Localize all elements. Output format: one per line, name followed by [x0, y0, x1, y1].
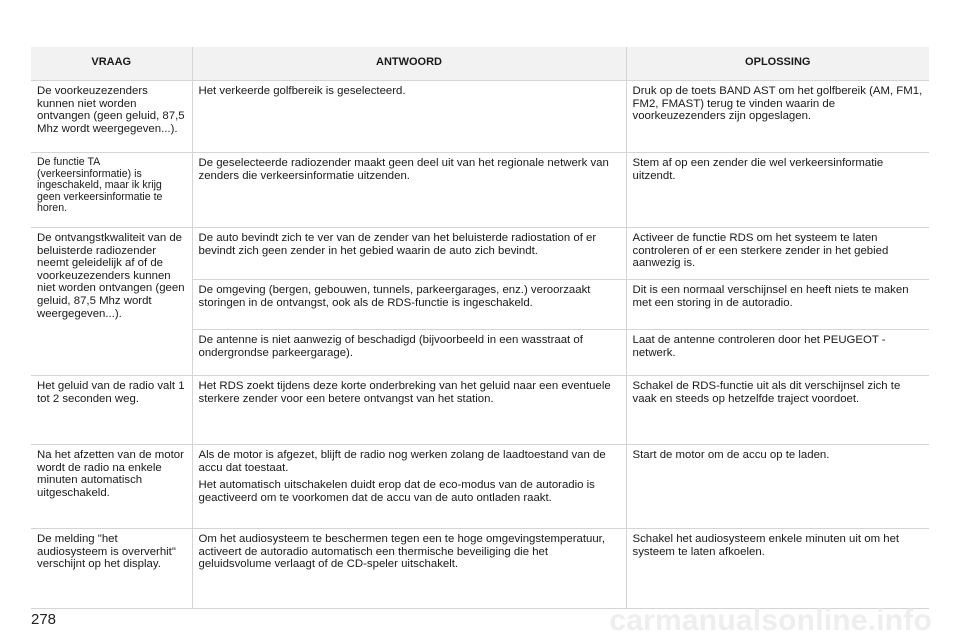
question-cell: De functie TA (verkeersinformatie) is ingeschakeld, maar ik krijg geen verkeersinformatie te horen.: [31, 153, 192, 228]
table-row: [31, 376, 929, 445]
question-cell: Na het afzetten van de motor wordt de radio na enkele minuten automatisch uitgeschakeld.: [31, 445, 192, 529]
question-cell: De voorkeuzezenders kunnen niet worden ontvangen (geen geluid, 87,5 Mhz wordt weergegeven...).: [31, 81, 192, 153]
answer-cell: De geselecteerde radiozender maakt geen deel uit van het regionale netwerk van zenders die verkeersinformatie uitzenden.: [192, 153, 626, 228]
table-row: [31, 153, 929, 228]
answer-paragraph: Als de motor is afgezet, blijft de radio nog werken zolang de laadtoestand van de accu dat toestaat.: [198, 449, 606, 474]
answer-cell: De omgeving (bergen, gebouwen, tunnels, parkeergarages, enz.) veroorzaakt storingen in de ontvangst, ook als de RDS-functie is ingeschakeld.: [192, 280, 626, 330]
page-number: 278: [31, 611, 57, 628]
answer-cell: De auto bevindt zich te ver van de zender van het beluisterde radiostation of er bevindt zich geen zender in het gebied waarin de auto zich bevindt.: [192, 228, 626, 280]
table-row: [31, 81, 929, 153]
solution-cell: Activeer de functie RDS om het systeem te laten controleren of er een sterkere zender in het gebied aanwezig is.: [626, 228, 929, 280]
solution-cell: Schakel de RDS-functie uit als dit verschijnsel zich te vaak en steeds op hetzelfde traject voordoet.: [626, 376, 929, 445]
table-row: [31, 228, 929, 280]
header-answer: ANTWOORD: [192, 47, 626, 81]
table-row: [31, 445, 929, 529]
answer-cell: Het verkeerde golfbereik is geselecteerd.: [192, 81, 626, 153]
header-question: VRAAG: [31, 47, 192, 81]
answer-cell: De antenne is niet aanwezig of beschadigd (bijvoorbeeld in een wasstraat of ondergrondse parkeergarage).: [192, 330, 626, 376]
solution-cell: Schakel het audiosysteem enkele minuten uit om het systeem te laten afkoelen.: [626, 529, 929, 609]
question-cell: De melding "het audiosysteem is oververhit" verschijnt op het display.: [31, 529, 192, 609]
answer-paragraph: Het automatisch uitschakelen duidt erop dat de eco-modus van de autoradio is geactiveerd om te voorkomen dat de accu van de auto ontladen raakt.: [198, 479, 595, 504]
question-cell: De ontvangstkwaliteit van de beluisterde radiozender neemt geleidelijk af of de voorkeuzezenders kunnen niet worden ontvangen (geen geluid, 87,5 Mhz wordt weergegeven...).: [31, 228, 192, 376]
answer-cell: [192, 445, 626, 529]
question-cell: Het geluid van de radio valt 1 tot 2 seconden weg.: [31, 376, 192, 445]
header-solution: OPLOSSING: [626, 47, 929, 81]
solution-cell: Dit is een normaal verschijnsel en heeft niets te maken met een storing in de autoradio.: [626, 280, 929, 330]
answer-cell: Om het audiosysteem te beschermen tegen een te hoge omgevingstemperatuur, activeert de autoradio automatisch een thermische beveiliging die het geluidsvolume verlaagt of de CD-speler uitschakelt.: [192, 529, 626, 609]
table-row: [31, 529, 929, 609]
faq-table: [31, 47, 929, 609]
solution-cell: Stem af op een zender die wel verkeersinformatie uitzendt.: [626, 153, 929, 228]
solution-cell: Laat de antenne controleren door het PEUGEOT - netwerk.: [626, 330, 929, 376]
answer-cell: Het RDS zoekt tijdens deze korte onderbreking van het geluid naar een eventuele sterkere zender voor een betere ontvangst van het station.: [192, 376, 626, 445]
watermark: carmanualsonline.info: [609, 604, 932, 637]
table-header-row: [31, 47, 929, 81]
solution-cell: Druk op de toets BAND AST om het golfbereik (AM, FM1, FM2, FMAST) terug te vinden waarin de voorkeuzezenders zijn opgeslagen.: [626, 81, 929, 153]
solution-cell: Start de motor om de accu op te laden.: [626, 445, 929, 529]
